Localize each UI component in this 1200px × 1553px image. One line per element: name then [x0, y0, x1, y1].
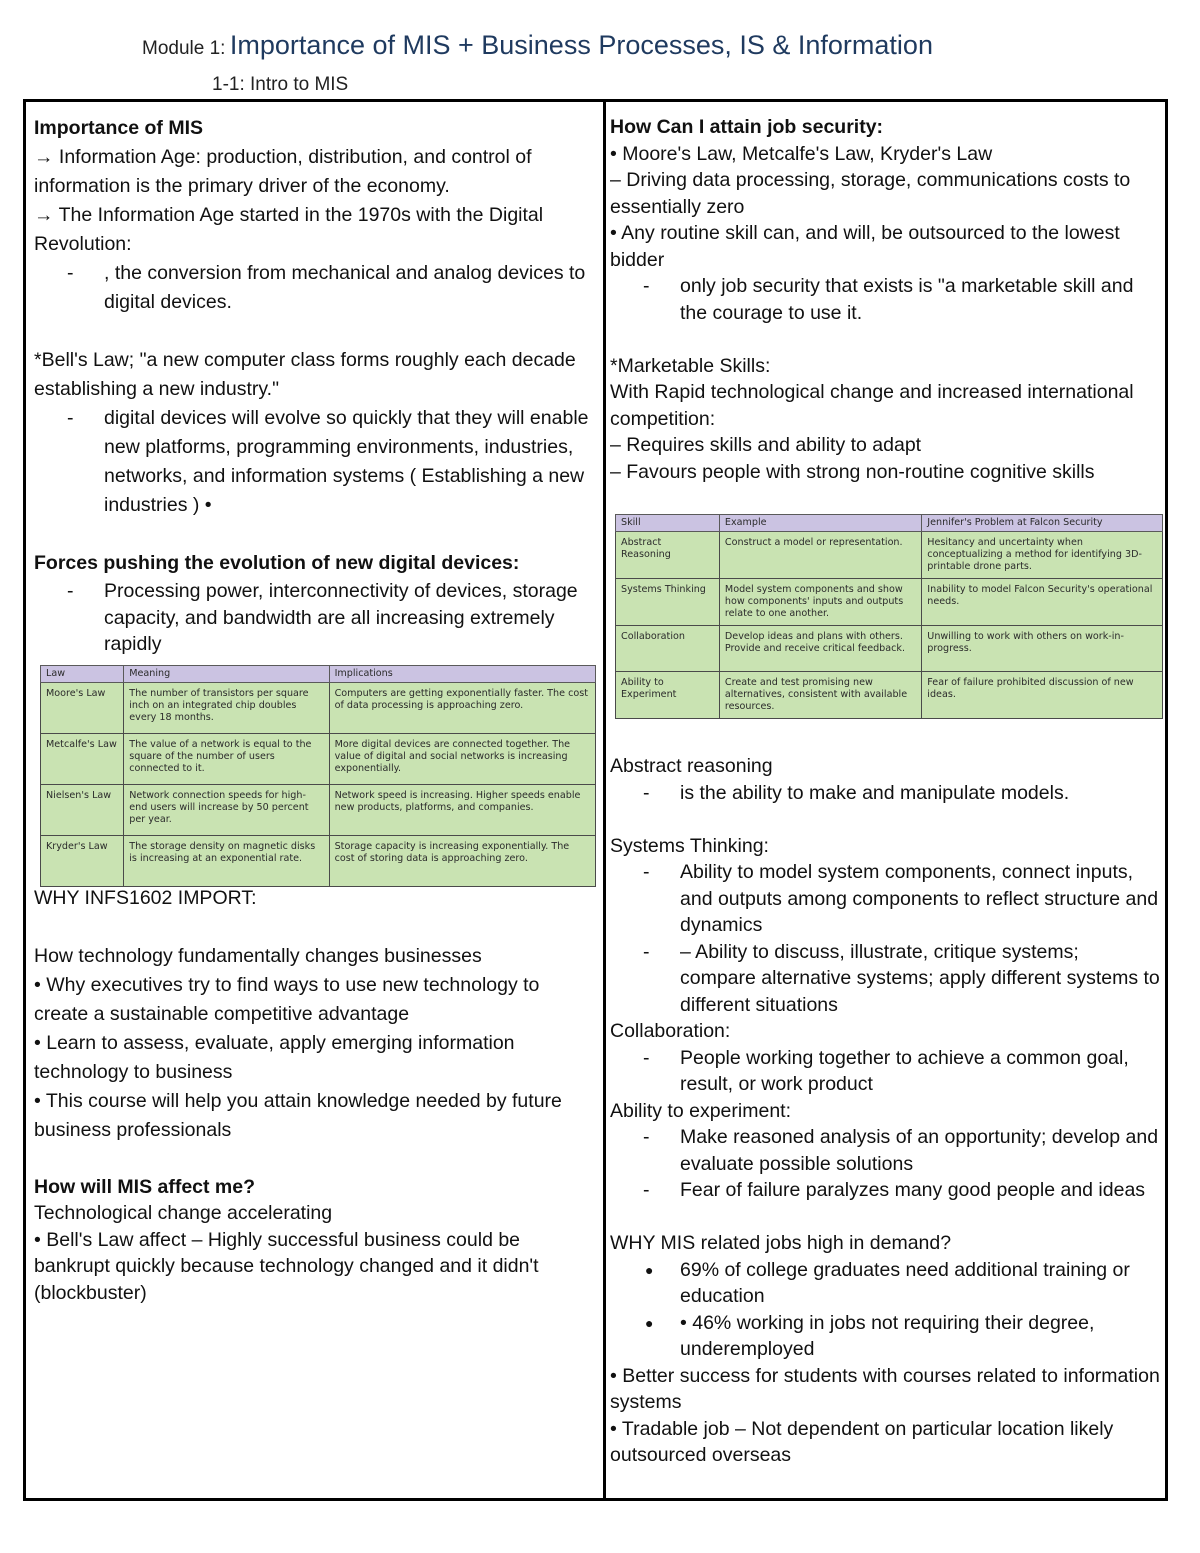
routine-bullet: • Any routine skill can, and will, be outsourced to the lowest bidder: [610, 222, 1120, 271]
job-security-item: [610, 273, 1160, 326]
table-cell: Systems Thinking: [616, 579, 720, 626]
table-cell: More digital devices are connected together. The value of digital and social networks is increasing exponentially.: [329, 734, 595, 785]
security-heading: How Can I attain job security:: [610, 116, 884, 138]
bells-law-text: *Bell's Law; "a new computer class forms roughly each decade establishing a new industry.": [34, 349, 576, 400]
module-label: Module 1:: [142, 38, 226, 59]
dash-marker: -: [67, 580, 74, 602]
table-cell: The storage density on magnetic disks is increasing at an exponential rate.: [124, 836, 329, 887]
notes-frame: [23, 99, 1168, 1501]
demand-item: [610, 1310, 1160, 1363]
experiment-item: [610, 1124, 1160, 1177]
bells-law-item: [34, 404, 594, 520]
experiment-title: Ability to experiment:: [610, 1099, 791, 1122]
success-bullet: • Better success for students with courses related to information systems: [610, 1364, 1160, 1413]
experiment-item-text: Make reasoned analysis of an opportunity; develop and evaluate possible solutions: [680, 1126, 1159, 1175]
abstract-item: [610, 780, 1160, 807]
table-cell: Construct a model or representation.: [719, 532, 921, 579]
favours-text: – Favours people with strong non-routine cognitive skills: [610, 460, 1095, 483]
course-bullet: • This course will help you attain knowledge needed by future business professionals: [34, 1089, 562, 1141]
column-divider: [603, 102, 606, 1498]
dash-marker: -: [643, 1046, 650, 1069]
skills-table: [615, 514, 1163, 719]
tech-change-text: Technological change accelerating: [34, 1202, 333, 1224]
table-cell: Storage capacity is increasing exponentially. The cost of storing data is approaching zero.: [329, 836, 595, 887]
systems-title: Systems Thinking:: [610, 834, 769, 857]
bells-law-item-text: digital devices will evolve so quickly that they will enable new platforms, programming environments, industries, networks, and information systems ( Establishing a new industries ) •: [104, 407, 589, 516]
dash-marker: -: [643, 1126, 650, 1148]
collaboration-item-text: People working together to achieve a common goal, result, or work product: [680, 1046, 1129, 1095]
digital-revolution-item: [34, 259, 594, 317]
demand-item-text: 69% of college graduates need additional training or education: [680, 1258, 1130, 1307]
table-cell: Hesitancy and uncertainty when conceptualizing a method for identifying 3D-printable drone parts.: [922, 532, 1163, 579]
requires-text: – Requires skills and ability to adapt: [610, 434, 922, 456]
job-security-text: only job security that exists is "a marketable skill and the courage to use it.: [680, 275, 1134, 324]
table-header-cell: Jennifer's Problem at Falcon Security: [922, 515, 1163, 532]
table-row: [616, 626, 1163, 672]
dash-marker: -: [643, 940, 650, 963]
table-cell: Computers are getting exponentially faster. The cost of data processing is approaching zero.: [329, 683, 595, 734]
dash-marker: -: [643, 861, 650, 883]
table-row: [616, 532, 1163, 579]
table-row: [41, 836, 596, 887]
how-tech-text: How technology fundamentally changes businesses: [34, 944, 482, 967]
title-line: [142, 30, 933, 61]
laws-bullet: • Moore's Law, Metcalfe's Law, Kryder's Law: [610, 142, 993, 165]
table-row: [616, 579, 1163, 626]
table-header-cell: Implications: [329, 666, 595, 683]
importance-heading: Importance of MIS: [34, 117, 204, 139]
dash-marker: -: [643, 275, 650, 297]
demand-item: [610, 1257, 1160, 1310]
systems-item: [610, 939, 1160, 1019]
table-row: [41, 683, 596, 734]
info-age-start-text: → The Information Age started in the 1970s with the Digital Revolution:: [34, 204, 544, 255]
table-cell: Nielsen's Law: [41, 785, 124, 836]
table-row: [41, 785, 596, 836]
table-cell: Kryder's Law: [41, 836, 124, 887]
table-cell: Metcalfe's Law: [41, 734, 124, 785]
table-row: [41, 734, 596, 785]
table-cell: Create and test promising new alternatives, consistent with available resources.: [719, 672, 921, 719]
table-cell: Moore's Law: [41, 683, 124, 734]
demand-title: WHY MIS related jobs high in demand?: [610, 1232, 952, 1254]
table-cell: Network connection speeds for high-end users will increase by 50 percent per year.: [124, 785, 329, 836]
module-title: Importance of MIS + Business Processes, IS & Information: [229, 30, 933, 60]
table-header-cell: Meaning: [124, 666, 329, 683]
section-subtitle: 1-1: Intro to MIS: [212, 74, 349, 95]
table-cell: Fear of failure prohibited discussion of new ideas.: [922, 672, 1163, 719]
table-cell: Network speed is increasing. Higher speeds enable new products, platforms, and companies.: [329, 785, 595, 836]
table-header-cell: Example: [719, 515, 921, 532]
table-header-row: [41, 666, 596, 683]
bells-affect-text: • Bell's Law affect – Highly successful business could be bankrupt quickly because technology changed and it didn't (blockbuster): [34, 1228, 539, 1304]
table-row: [616, 672, 1163, 719]
learn-bullet: • Learn to assess, evaluate, apply emerging information technology to business: [34, 1031, 515, 1083]
table-cell: Develop ideas and plans with others. Provide and receive critical feedback.: [719, 626, 921, 672]
systems-item-text: – Ability to discuss, illustrate, critique systems; compare alternative systems; apply different systems to different situations: [680, 940, 1160, 1016]
systems-item: [610, 859, 1160, 939]
bullet-dot-icon: ●: [645, 1314, 654, 1331]
info-age-text: → Information Age: production, distribution, and control of information is the primary driver of the economy.: [34, 146, 532, 197]
experiment-item: [610, 1177, 1160, 1204]
table-cell: Ability to Experiment: [616, 672, 720, 719]
affect-heading: How will MIS affect me?: [34, 1175, 256, 1198]
table-header-cell: Law: [41, 666, 124, 683]
table-cell: The number of transistors per square inch on an integrated chip doubles every 18 months.: [124, 683, 329, 734]
table-cell: Inability to model Falcon Security's operational needs.: [922, 579, 1163, 626]
driving-text: – Driving data processing, storage, communications costs to essentially zero: [610, 169, 1131, 218]
table-header-cell: Skill: [616, 515, 720, 532]
tradable-bullet: • Tradable job – Not dependent on particular location likely outsourced overseas: [610, 1417, 1114, 1466]
systems-item-text: Ability to model system components, connect inputs, and outputs among components to reflect structure and dynamics: [680, 861, 1159, 936]
abstract-item-text: is the ability to make and manipulate models.: [680, 781, 1070, 804]
executives-bullet: • Why executives try to find ways to use new technology to create a sustainable competitive advantage: [34, 973, 540, 1025]
table-cell: Unwilling to work with others on work-in-progress.: [922, 626, 1163, 672]
rapid-text: With Rapid technological change and increased international competition:: [610, 381, 1134, 430]
forces-heading: Forces pushing the evolution of new digital devices:: [34, 552, 520, 574]
dash-marker: -: [643, 1179, 650, 1201]
dash-marker: -: [67, 262, 74, 284]
experiment-item-text: Fear of failure paralyzes many good people and ideas: [680, 1179, 1146, 1201]
digital-revolution-text: , the conversion from mechanical and analog devices to digital devices.: [104, 262, 586, 313]
dash-marker: -: [643, 781, 650, 804]
bullet-dot-icon: ●: [645, 1261, 654, 1278]
collaboration-item: [610, 1045, 1160, 1098]
abstract-title: Abstract reasoning: [610, 755, 773, 777]
why-infs-text: WHY INFS1602 IMPORT:: [34, 886, 257, 909]
right-column: [610, 114, 1160, 1469]
marketable-heading: *Marketable Skills:: [610, 354, 771, 377]
table-cell: The value of a network is equal to the square of the number of users connected to it.: [124, 734, 329, 785]
demand-item-text: • 46% working in jobs not requiring their degree, underemployed: [680, 1311, 1095, 1360]
forces-item: [34, 578, 594, 658]
dash-marker: -: [67, 407, 74, 429]
table-cell: Collaboration: [616, 626, 720, 672]
table-cell: Model system components and show how components' inputs and outputs relate to one another.: [719, 579, 921, 626]
forces-item-text: Processing power, interconnectivity of devices, storage capacity, and bandwidth are all increasing extremely rapidly: [104, 580, 578, 655]
table-header-row: [616, 515, 1163, 532]
collaboration-title: Collaboration:: [610, 1020, 731, 1042]
table-cell: Abstract Reasoning: [616, 532, 720, 579]
laws-table: [40, 665, 596, 887]
